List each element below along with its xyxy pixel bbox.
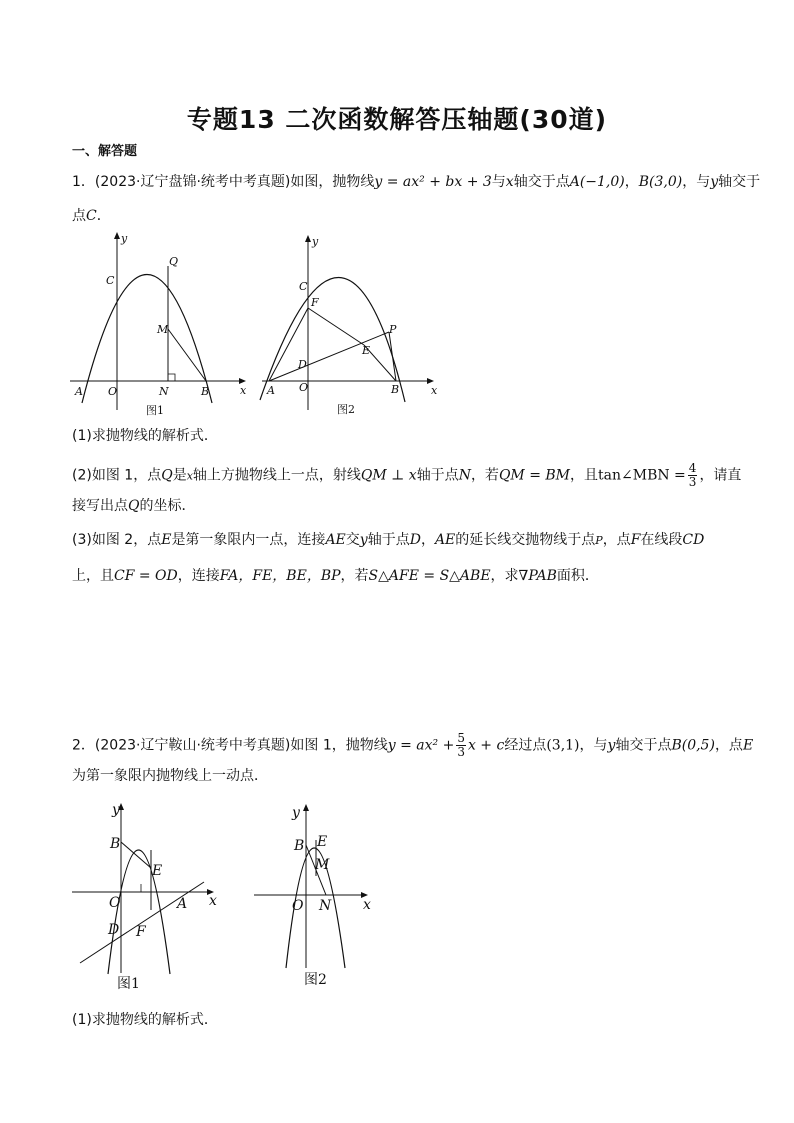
fig2-label-p: P bbox=[389, 323, 397, 336]
q1-text: 在线段 bbox=[640, 532, 683, 548]
fig2-label-e: E bbox=[362, 344, 371, 357]
q1-text: ，若 bbox=[340, 568, 369, 584]
q1-text: ，请直 bbox=[699, 467, 742, 484]
q2-frac-den: 3 bbox=[457, 745, 465, 759]
q2fig1-label-f: F bbox=[136, 924, 146, 940]
q1-figure-1 bbox=[70, 228, 255, 418]
q1-text: 面积． bbox=[556, 568, 599, 584]
q2fig1-label-e: E bbox=[152, 863, 163, 879]
q2-text: ，点 bbox=[714, 737, 743, 754]
q1-var-x: x bbox=[186, 469, 193, 483]
q2-text: 如图 1，抛物线 bbox=[290, 737, 388, 754]
q2-figure-1 bbox=[66, 798, 236, 998]
q1-text: ，点 bbox=[602, 532, 631, 548]
q1-line2 bbox=[72, 206, 111, 226]
q2-text: ，与 bbox=[579, 737, 608, 754]
fig1-label-m: M bbox=[157, 323, 169, 336]
q2-figure-2 bbox=[250, 798, 390, 993]
q2fig2-label-x: x bbox=[363, 897, 371, 913]
q1-tan-den: 3 bbox=[688, 475, 697, 489]
q1-text: 的坐标． bbox=[139, 498, 196, 514]
q2fig1-label-y: y bbox=[112, 802, 120, 818]
q1-text: 交 bbox=[345, 532, 360, 548]
q1-text: 轴于点 bbox=[416, 467, 459, 484]
q1-text: 轴交于 bbox=[718, 174, 761, 190]
section-heading: 一、解答题 bbox=[72, 144, 138, 159]
q1-text: ， bbox=[420, 532, 435, 548]
q1-var-x: x bbox=[505, 174, 514, 190]
fig1-label-n: N bbox=[159, 385, 169, 398]
q1-var-y: y bbox=[359, 532, 368, 548]
q1-number: 1． bbox=[72, 174, 95, 190]
q2-var-e: E bbox=[742, 737, 754, 754]
q2-text: 经过点 bbox=[504, 737, 547, 754]
q1-text: 是第一象限内一点，连接 bbox=[171, 532, 326, 548]
q1-segments: FA，FE，BE，BP bbox=[219, 568, 341, 584]
q2-point-31: (3,1) bbox=[546, 737, 580, 754]
q1-equation: y = ax² + bx + 3 bbox=[374, 174, 492, 190]
q2-text: 轴交于点 bbox=[615, 737, 672, 754]
q1-text: ，连接 bbox=[177, 568, 220, 584]
q1-tan-num: 4 bbox=[688, 461, 697, 475]
q1-cf-od: CF = OD bbox=[114, 568, 178, 584]
q1-text: 轴上方抛物线上一点，射线 bbox=[192, 467, 361, 484]
q1-text: ，求 bbox=[490, 568, 519, 584]
q2fig2-caption: 图2 bbox=[304, 972, 327, 988]
q1-text: (2)如图 1，点 bbox=[72, 467, 162, 484]
q1-text: ，与 bbox=[682, 174, 711, 190]
q2-part1: (1)求抛物线的解析式． bbox=[72, 1012, 218, 1028]
q1-var-y: y bbox=[710, 174, 719, 190]
q2-source: (2023·辽宁鞍山·统考中考真题) bbox=[94, 737, 291, 754]
q1-text: 如图，抛物线 bbox=[290, 174, 375, 190]
q2-var-y: y bbox=[607, 737, 616, 754]
fig2-label-x: x bbox=[431, 384, 438, 397]
q1-ae: AE bbox=[325, 532, 346, 548]
q1-ae: AE bbox=[434, 532, 456, 548]
q1-text: 轴于点 bbox=[367, 532, 410, 548]
q1-text: ． bbox=[96, 208, 111, 224]
q1-point-a: A(−1,0) bbox=[569, 174, 625, 190]
fig2-label-o: O bbox=[299, 381, 309, 394]
q1-text: 上，且 bbox=[72, 568, 114, 584]
q1-text: 轴交于点 bbox=[513, 174, 570, 190]
q2fig1-label-o: O bbox=[109, 895, 121, 911]
q1-var-f: F bbox=[630, 532, 641, 548]
q1-var-c: C bbox=[86, 208, 97, 224]
q1-var-p: P bbox=[595, 534, 603, 547]
q1-var-e: E bbox=[161, 532, 172, 548]
q1-figure-2 bbox=[258, 232, 443, 422]
q1-text: (3)如图 2，点 bbox=[72, 532, 162, 548]
q1-text: 是 bbox=[172, 467, 187, 484]
q1-part1: (1)求抛物线的解析式． bbox=[72, 428, 218, 444]
q1-text: 接写出点 bbox=[72, 498, 128, 514]
q1-var-d: D bbox=[409, 532, 421, 548]
q2-equation-b: x + c bbox=[467, 737, 505, 754]
fig2-label-d: D bbox=[298, 358, 307, 371]
q2fig2-label-y: y bbox=[292, 805, 300, 821]
q1-cd: CD bbox=[682, 532, 705, 548]
fig1-caption: 图1 bbox=[146, 404, 164, 417]
fig1-label-c: C bbox=[106, 274, 115, 287]
q2fig1-label-d: D bbox=[108, 922, 120, 938]
q1-point-b: B(3,0) bbox=[638, 174, 683, 190]
q2fig2-label-n: N bbox=[319, 898, 332, 914]
fig2-label-a: A bbox=[267, 384, 275, 397]
q1-text: 与 bbox=[491, 174, 506, 190]
q2-point-b: B(0,5) bbox=[671, 737, 715, 754]
q1-var-n: N bbox=[458, 467, 471, 484]
fig2-caption: 图2 bbox=[337, 403, 355, 416]
fig1-label-q: Q bbox=[169, 255, 179, 268]
q1-part2-line2 bbox=[72, 496, 195, 516]
q2fig1-label-x: x bbox=[209, 893, 217, 909]
q1-line1 bbox=[72, 172, 760, 192]
q1-area-eq: S△AFE = S△ABE bbox=[368, 568, 491, 584]
fig2-label-c: C bbox=[299, 280, 308, 293]
fig2-label-f: F bbox=[311, 296, 319, 309]
page-title: 专题13 二次函数解答压轴题(30道) bbox=[186, 105, 608, 134]
q2-line2: 为第一象限内抛物线上一动点． bbox=[72, 768, 268, 784]
q2fig1-label-b: B bbox=[110, 836, 121, 852]
q2fig2-label-e: E bbox=[317, 834, 328, 850]
q1-var-q: Q bbox=[128, 498, 140, 514]
q1-text: 点 bbox=[72, 208, 86, 224]
q2fig2-label-o: O bbox=[292, 898, 304, 914]
fig2-label-b: B bbox=[391, 383, 400, 396]
fig2-label-y: y bbox=[312, 235, 319, 248]
fig1-label-x: x bbox=[240, 384, 247, 397]
q2fig2-label-b: B bbox=[294, 838, 305, 854]
q2fig1-label-a: A bbox=[177, 896, 188, 912]
q1-qm-eq: QM = BM bbox=[498, 467, 571, 484]
q1-source: (2023·辽宁盘锦·统考中考真题) bbox=[94, 174, 291, 190]
q2fig2-label-m: M bbox=[315, 857, 330, 873]
q2-fraction bbox=[456, 732, 466, 759]
q1-qm-perp: QM ⊥ x bbox=[360, 467, 417, 484]
q1-tan: tan∠MBN = bbox=[598, 467, 686, 484]
fig1-label-y: y bbox=[121, 232, 128, 245]
q1-part3-line2 bbox=[72, 566, 599, 586]
fig1-label-b: B bbox=[201, 385, 210, 398]
q2-equation-a: y = ax² + bbox=[387, 737, 455, 754]
q2-number: 2． bbox=[72, 737, 95, 754]
q1-text: 的延长线交抛物线于点 bbox=[455, 532, 596, 548]
q1-triangle: ∇PAB bbox=[518, 568, 557, 584]
q1-text: ，若 bbox=[470, 467, 499, 484]
fig1-label-a: A bbox=[75, 385, 83, 398]
q1-text: ，且 bbox=[570, 467, 599, 484]
q2-frac-num: 5 bbox=[457, 731, 465, 745]
fig1-label-o: O bbox=[108, 385, 118, 398]
q2-line1 bbox=[72, 732, 753, 759]
q1-var-q: Q bbox=[161, 467, 173, 484]
q1-text: ， bbox=[624, 174, 639, 190]
q1-part2-line1 bbox=[72, 462, 741, 489]
q1-tan-fraction bbox=[688, 462, 698, 489]
q1-part3-line1 bbox=[72, 530, 704, 551]
q2fig1-caption: 图1 bbox=[117, 976, 140, 992]
